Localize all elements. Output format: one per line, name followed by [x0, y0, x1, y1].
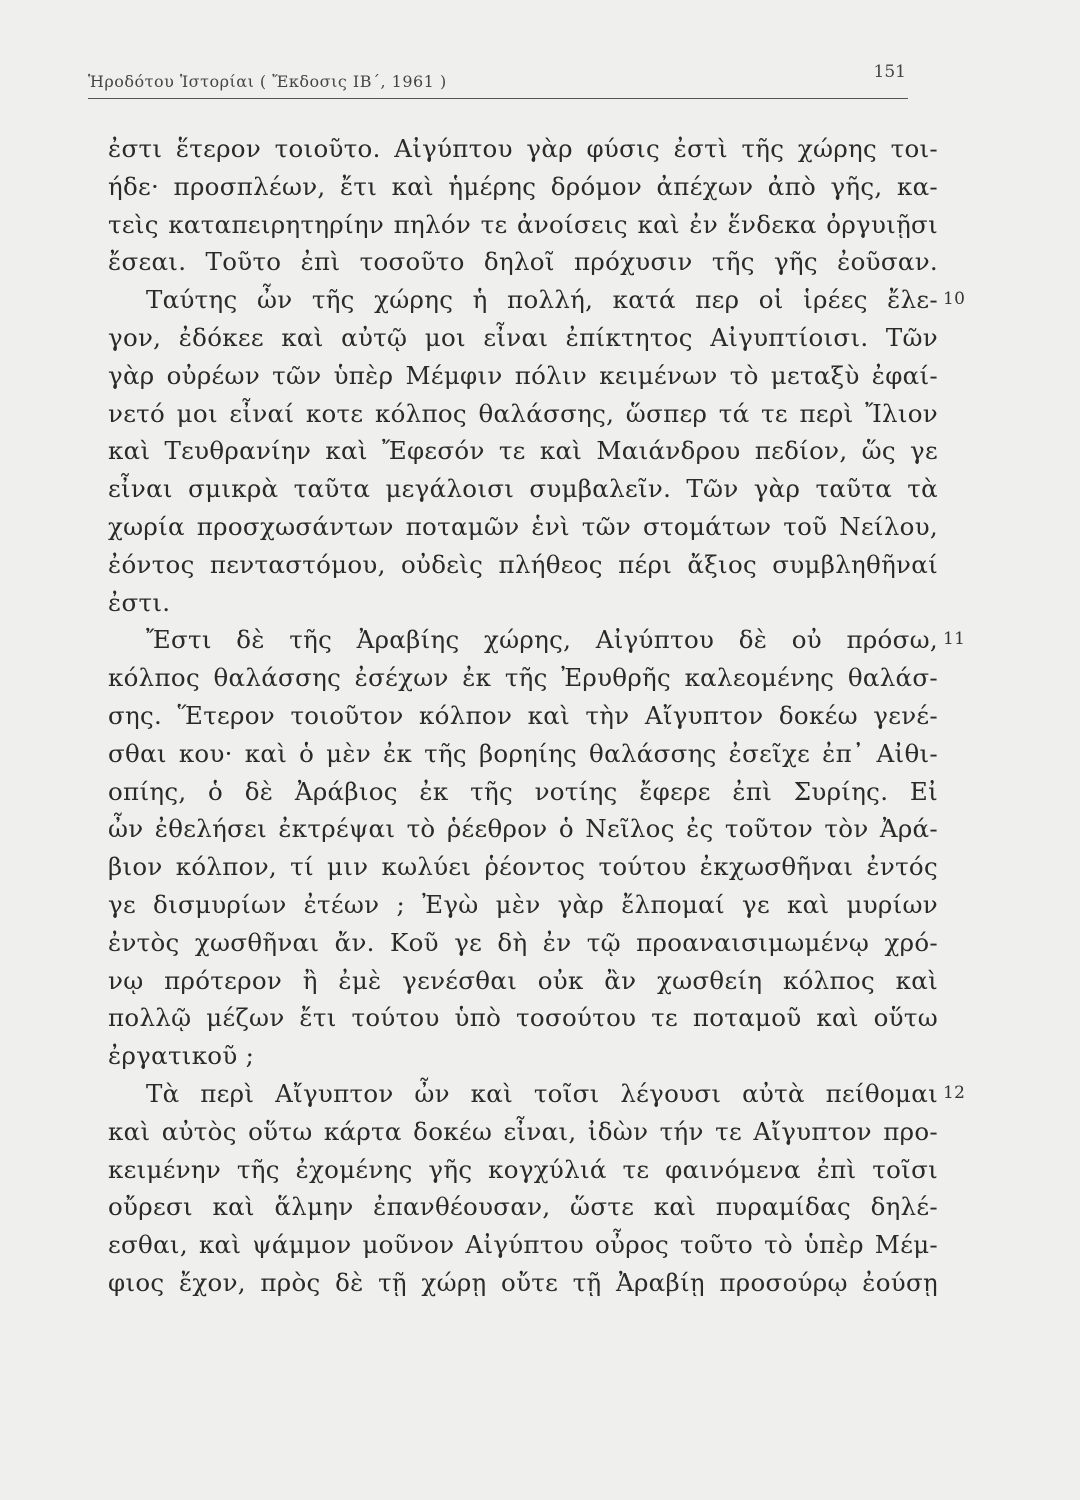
text-line [108, 432, 938, 470]
running-head: Ἡροδότου Ἱστορίαι ( Ἔκδοσις ΙΒ΄, 1961 ) [88, 72, 447, 91]
line-text: ήδε· προσπλέων, ἔτι καὶ ἡμέρης δρόμον ἀπέχων ἀπὸ γῆς, κα- [108, 171, 938, 201]
line-text: τεὶς καταπειρητηρίην πηλόν τε ἀνοίσεις καὶ ἐν ἕνδεκα ὀργυιῇσι [108, 209, 938, 239]
line-text: εἶναι σμικρὰ ταῦτα μεγάλοισι συμβαλεῖν. Τῶν γὰρ ταῦτα τὰ [108, 474, 938, 504]
text-line [108, 130, 938, 168]
text-line [108, 319, 938, 357]
line-text: γον, ἐδόκεε καὶ αὐτῷ μοι εἶναι ἐπίκτητος Αἰγυπτίοισι. Τῶν [108, 322, 938, 352]
text-line [108, 773, 938, 811]
text-line [108, 281, 966, 319]
text-line [108, 1264, 938, 1302]
text-line [108, 621, 966, 659]
line-text: νετό μοι εἶναί κοτε κόλπος θαλάσσης, ὥσπερ τά τε περὶ Ἴλιον [108, 398, 938, 428]
line-text: Τὰ περὶ Αἴγυπτον ὦν καὶ τοῖσι λέγουσι αὐτὰ πείθομαι [146, 1078, 938, 1108]
text-line [108, 886, 938, 924]
text-line [108, 1188, 938, 1226]
line-text: πολλῷ μέζων ἔτι τούτου ὑπὸ τοσούτου τε ποταμοῦ καὶ οὕτω [108, 1003, 938, 1033]
line-text: κόλπος θαλάσσης ἐσέχων ἐκ τῆς Ἐρυθρῆς καλεομένης θαλάσ- [108, 663, 938, 693]
line-text: οπίης, ὁ δὲ Ἀράβιος ἐκ τῆς νοτίης ἔφερε ἐπὶ Συρίης. Εἰ [108, 776, 938, 806]
line-text: Ταύτης ὦν τῆς χώρης ἡ πολλή, κατά περ οἱ ἱρέες ἔλε- [146, 285, 938, 315]
text-line [108, 697, 938, 735]
text-line [108, 735, 938, 773]
text-line [108, 395, 938, 433]
text-line [108, 168, 938, 206]
line-text: σης. Ἕτερον τοιοῦτον κόλπον καὶ τὴν Αἴγυπτον δοκέω γενέ- [108, 700, 938, 730]
text-line [108, 924, 938, 962]
text-line [108, 1151, 938, 1189]
line-text: νῳ πρότερον ἢ ἐμὲ γενέσθαι οὐκ ἂν χωσθείη κόλπος καὶ [108, 965, 938, 995]
line-text: ἐντὸς χωσθῆναι ἄν. Κοῦ γε δὴ ἐν τῷ προαναισιμωμένῳ χρό- [108, 927, 938, 957]
text-line [108, 508, 938, 546]
text-line [108, 962, 938, 1000]
line-text: ἐστι. [108, 587, 171, 617]
line-text: ἐόντος πενταστόμου, οὐδεὶς πλήθεος πέρι ἄξιος συμβληθῆναί [108, 549, 938, 579]
page-number: 151 [873, 62, 906, 82]
text-line [108, 1113, 938, 1151]
line-text: εσθαι, καὶ ψάμμον μοῦνον Αἰγύπτου οὖρος τοῦτο τὸ ὑπὲρ Μέμ- [108, 1230, 938, 1260]
text-line [108, 810, 938, 848]
body-text [108, 130, 966, 1302]
text-line [108, 1075, 966, 1113]
text-line [108, 1037, 938, 1075]
text-line [108, 470, 938, 508]
text-line [108, 357, 938, 395]
text-line [108, 243, 938, 281]
text-line [108, 546, 938, 584]
line-text: κειμένην τῆς ἐχομένης γῆς κογχύλιά τε φαινόμενα ἐπὶ τοῖσι [108, 1154, 938, 1184]
section-number: 10 [943, 289, 966, 310]
section-number: 11 [943, 629, 966, 650]
line-text: Ἔστι δὲ τῆς Ἀραβίης χώρης, Αἰγύπτου δὲ οὐ πρόσω, [146, 625, 938, 655]
line-text: οὔρεσι καὶ ἅλμην ἐπανθέουσαν, ὥστε καὶ πυραμίδας δηλέ- [108, 1192, 938, 1222]
line-text: βιον κόλπον, τί μιν κωλύει ῥέοντος τούτου ἐκχωσθῆναι ἐντός [108, 852, 938, 882]
line-text: γὰρ οὐρέων τῶν ὑπὲρ Μέμφιν πόλιν κειμένων τὸ μεταξὺ ἐφαί- [108, 360, 938, 390]
line-text: σθαι κου· καὶ ὁ μὲν ἐκ τῆς βορηίης θαλάσσης ἐσεῖχε ἐπ᾽ Αἰθι- [108, 738, 938, 768]
page-header [88, 62, 908, 99]
line-text: ἐργατικοῦ ; [108, 1041, 255, 1071]
line-text: χωρία προσχωσάντων ποταμῶν ἑνὶ τῶν στομάτων τοῦ Νείλου, [108, 511, 938, 541]
line-text: ἔσεαι. Τοῦτο ἐπὶ τοσοῦτο δηλοῖ πρόχυσιν τῆς γῆς ἐοῦσαν. [108, 247, 938, 277]
line-text: καὶ Τευθρανίην καὶ Ἔφεσόν τε καὶ Μαιάνδρου πεδίον, ὥς γε [108, 436, 938, 466]
text-line [108, 659, 938, 697]
text-line [108, 1226, 938, 1264]
text-line [108, 999, 938, 1037]
line-text: γε δισμυρίων ἐτέων ; Ἐγὼ μὲν γὰρ ἔλπομαί γε καὶ μυρίων [108, 889, 938, 919]
line-text: ἐστι ἕτερον τοιοῦτο. Αἰγύπτου γὰρ φύσις ἐστὶ τῆς χώρης τοι- [108, 134, 938, 163]
text-line [108, 584, 938, 622]
text-line [108, 848, 938, 886]
line-text: φιος ἔχον, πρὸς δὲ τῇ χώρῃ οὔτε τῇ Ἀραβίῃ προσούρῳ ἐούσῃ [108, 1267, 938, 1297]
text-line [108, 206, 938, 244]
line-text: ὦν ἐθελήσει ἐκτρέψαι τὸ ῥέεθρον ὁ Νεῖλος ἐς τοῦτον τὸν Ἀρά- [108, 814, 938, 844]
line-text: καὶ αὐτὸς οὕτω κάρτα δοκέω εἶναι, ἰδὼν τήν τε Αἴγυπτον προ- [108, 1116, 938, 1146]
section-number: 12 [943, 1082, 966, 1103]
